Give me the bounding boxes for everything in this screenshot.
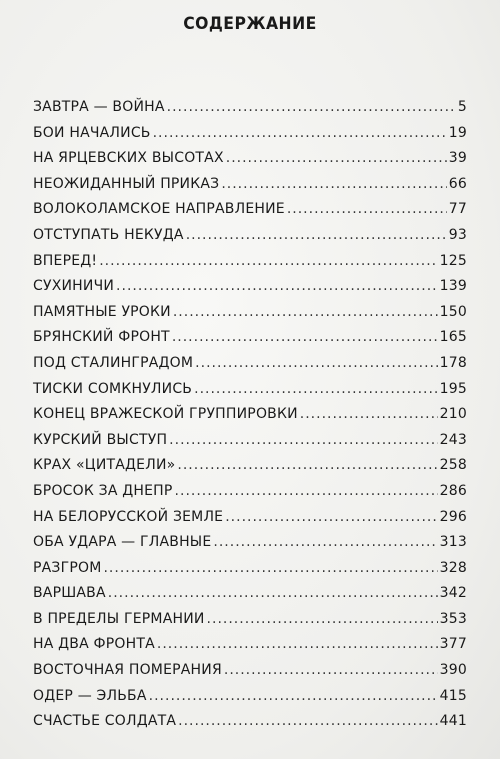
toc-entry	[33, 581, 467, 607]
toc-entry	[33, 197, 467, 223]
toc-entry-title: КОНЕЦ ВРАЖЕСКОЙ ГРУППИРОВКИ	[33, 406, 298, 423]
dot-leader	[186, 223, 447, 249]
dot-leader	[221, 172, 446, 198]
toc-entry-page-number: 66	[448, 175, 467, 192]
toc-entry-title: БРОСОК ЗА ДНЕПР	[33, 482, 173, 499]
toc-entry	[33, 479, 467, 505]
toc-entry	[33, 428, 467, 454]
toc-entry	[33, 172, 467, 198]
toc-entry-title: ВАРШАВА	[33, 585, 106, 602]
toc-entry-page-number: 178	[439, 354, 467, 371]
dot-leader	[177, 453, 437, 479]
toc-entry-title: ЗАВТРА — ВОЙНА	[33, 99, 165, 115]
dot-leader	[108, 581, 438, 607]
toc-entry-page-number: 195	[439, 380, 467, 397]
dot-leader	[149, 684, 438, 710]
toc-entry-title: НА ЯРЦЕВСКИХ ВЫСОТАХ	[33, 150, 224, 167]
dot-leader	[103, 556, 437, 582]
toc-entry-page-number: 258	[439, 457, 467, 474]
toc-entry	[33, 556, 467, 582]
toc-entry	[33, 121, 467, 147]
dot-leader	[173, 300, 438, 326]
toc-entry-title: ВОСТОЧНАЯ ПОМЕРАНИЯ	[33, 662, 222, 679]
toc-entry	[33, 505, 467, 531]
toc-entry-title: ТИСКИ СОМКНУЛИСЬ	[33, 380, 193, 397]
toc-entry-title: ВПЕРЕД!	[33, 252, 98, 269]
toc-entry	[33, 684, 467, 710]
toc-entry-title: КРАХ «ЦИТАДЕЛИ»	[33, 457, 176, 474]
dot-leader	[116, 274, 438, 300]
dot-leader	[195, 351, 438, 377]
toc-entry-page-number: 243	[439, 431, 467, 448]
toc-entry-page-number: 93	[448, 226, 467, 243]
toc-entry-title: РАЗГРОМ	[33, 559, 102, 576]
toc-entry-title: БОИ НАЧАЛИСЬ	[33, 124, 151, 141]
toc-entry-title: ВОЛОКОЛАМСКОЕ НАПРАВЛЕНИЕ	[33, 201, 285, 218]
page-title: СОДЕРЖАНИЕ	[183, 14, 317, 34]
toc-entry-page-number: 441	[439, 713, 467, 730]
toc-entry	[33, 325, 467, 351]
toc-entry-title: ПОД СТАЛИНГРАДОМ	[33, 354, 194, 371]
dot-leader	[169, 428, 438, 454]
dot-leader	[224, 658, 438, 684]
dot-leader	[157, 632, 438, 658]
toc-entry-title: ОДЕР — ЭЛЬБА	[33, 687, 147, 704]
toc-entry-title: В ПРЕДЕЛЫ ГЕРМАНИИ	[33, 610, 205, 627]
dot-leader	[167, 95, 456, 121]
toc-entry	[33, 607, 467, 633]
toc-entry-page-number: 313	[439, 534, 467, 551]
toc-entry	[33, 658, 467, 684]
toc-entry	[33, 377, 467, 403]
dot-leader	[99, 249, 437, 275]
toc-entry	[33, 223, 467, 249]
dot-leader	[153, 121, 447, 147]
toc-entry-page-number: 125	[439, 252, 467, 269]
dot-leader	[194, 377, 438, 403]
toc-entry-page-number: 415	[439, 687, 467, 704]
toc-entry-title: НЕОЖИДАННЫЙ ПРИКАЗ	[33, 175, 220, 192]
dot-leader	[300, 402, 438, 428]
toc-entry-page-number: 77	[448, 201, 467, 218]
dot-leader	[287, 197, 447, 223]
toc-entry-page-number: 150	[439, 303, 467, 320]
toc-entry	[33, 530, 467, 556]
toc-entry-page-number: 165	[439, 329, 467, 346]
toc-entry	[33, 300, 467, 326]
toc-entry-page-number: 39	[448, 150, 467, 167]
dot-leader	[226, 146, 447, 172]
toc-entry-title: СУХИНИЧИ	[33, 278, 115, 295]
dot-leader	[213, 530, 437, 556]
toc-entry	[33, 402, 467, 428]
toc-entry-page-number: 342	[439, 585, 467, 602]
toc-entry-title: СЧАСТЬЕ СОЛДАТА	[33, 713, 177, 730]
toc-entry-page-number: 5	[457, 99, 467, 115]
toc-entry	[33, 709, 467, 735]
toc-entry-title: ПАМЯТНЫЕ УРОКИ	[33, 303, 171, 320]
table-of-contents	[33, 95, 467, 735]
toc-entry-title: НА БЕЛОРУССКОЙ ЗЕМЛЕ	[33, 508, 224, 525]
toc-entry-title: БРЯНСКИЙ ФРОНТ	[33, 329, 170, 346]
toc-entry-title: ОТСТУПАТЬ НЕКУДА	[33, 226, 184, 243]
toc-entry-title: НА ДВА ФРОНТА	[33, 636, 155, 653]
toc-entry-page-number: 210	[439, 406, 467, 423]
toc-entry-page-number: 296	[439, 508, 467, 525]
dot-leader	[178, 709, 438, 735]
toc-entry	[33, 453, 467, 479]
toc-entry	[33, 632, 467, 658]
toc-entry-title: ОБА УДАРА — ГЛАВНЫЕ	[33, 534, 212, 551]
toc-entry-page-number: 139	[439, 278, 467, 295]
toc-entry-page-number: 353	[439, 610, 467, 627]
toc-entry	[33, 146, 467, 172]
toc-entry-page-number: 286	[439, 482, 467, 499]
toc-entry	[33, 274, 467, 300]
dot-leader	[172, 325, 438, 351]
dot-leader	[207, 607, 438, 633]
toc-entry	[33, 351, 467, 377]
toc-entry	[33, 95, 467, 121]
toc-entry-page-number: 328	[439, 559, 467, 576]
toc-entry-page-number: 19	[448, 124, 467, 141]
toc-entry-page-number: 390	[439, 662, 467, 679]
toc-entry-page-number: 377	[439, 636, 467, 653]
toc-entry-title: КУРСКИЙ ВЫСТУП	[33, 431, 168, 448]
dot-leader	[175, 479, 438, 505]
dot-leader	[225, 505, 437, 531]
toc-entry	[33, 249, 467, 275]
